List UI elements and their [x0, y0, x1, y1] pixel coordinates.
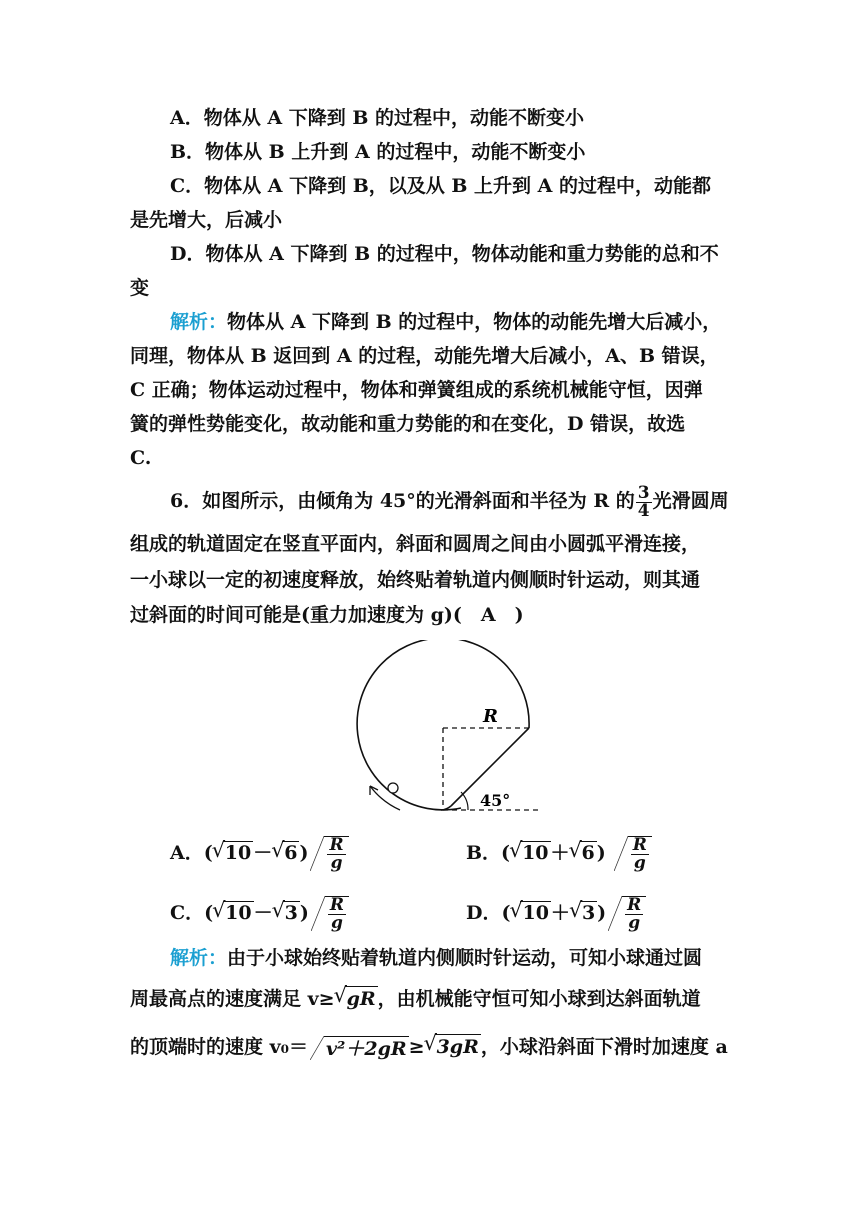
- sqrt-3: √ 3: [580, 901, 597, 924]
- frac-g: g: [628, 913, 641, 933]
- sqrt-10: √ 10: [223, 841, 253, 864]
- close-paren: ): [299, 902, 309, 924]
- frac-g: g: [330, 853, 343, 873]
- option-b: B．物体从 B 上升到 A 的过程中，动能不断变小: [170, 141, 586, 163]
- analysis6-text-a: 周最高点的速度满足 v≥: [130, 988, 335, 1010]
- q6-option-c: [170, 896, 349, 932]
- analysis-line5: C.: [130, 447, 152, 469]
- analysis-line4: 簧的弹性势能变化，故动能和重力势能的和在变化，D 错误，故选: [130, 413, 686, 435]
- sqrt-r-over-g: [324, 836, 348, 872]
- sqrt-10: √ 10: [520, 901, 550, 924]
- analysis-line1: [170, 310, 721, 334]
- sqrt-gr: √ gR: [345, 986, 378, 1011]
- opt-prefix: D．(: [466, 902, 511, 924]
- question6-line2: 组成的轨道固定在竖直平面内，斜面和圆周之间由小圆弧平滑连接，: [130, 533, 701, 555]
- fraction-three-quarters: [636, 482, 652, 521]
- frac-r: R: [329, 835, 344, 855]
- analysis6-line2: [130, 986, 701, 1011]
- question6-line3: 一小球以一定的初速度释放，始终贴着轨道内侧顺时针运动，则其通: [130, 569, 701, 591]
- analysis6-line1: [170, 946, 702, 970]
- question6-text-b: 光滑圆周: [652, 490, 729, 512]
- analysis6-text-a: 的顶端时的速度 v₀＝: [130, 1036, 308, 1058]
- frac-g: g: [330, 913, 343, 933]
- frac-r: R: [627, 895, 642, 915]
- analysis6-text: 由于小球始终贴着轨道内侧顺时针运动，可知小球通过圆: [227, 947, 703, 969]
- close-paren: ): [597, 902, 607, 924]
- geq-sign: ≥: [408, 1036, 425, 1058]
- operator: －: [253, 902, 273, 924]
- sqrt-r-over-g: [628, 836, 652, 872]
- q6-option-d: [466, 896, 646, 932]
- sqrt-v2-2gr: v²＋2gR: [325, 1037, 407, 1060]
- radius-label: R: [483, 706, 498, 727]
- opt-prefix: C．(: [170, 902, 214, 924]
- analysis-line3: C 正确；物体运动过程中，物体和弹簧组成的系统机械能守恒，因弹: [130, 379, 703, 401]
- sqrt-r-over-g: [622, 896, 646, 932]
- operator: －: [253, 842, 273, 864]
- option-d-line1: D．物体从 A 下降到 B 的过程中，物体动能和重力势能的总和不: [170, 243, 719, 265]
- operator: ＋: [550, 842, 570, 864]
- analysis6-text-b: ，小球沿斜面下滑时加速度 a: [480, 1036, 728, 1058]
- analysis-line2: 同理，物体从 B 返回到 A 的过程，动能先增大后减小，A、B 错误，: [130, 345, 719, 367]
- frac-g: g: [633, 853, 646, 873]
- angle-label: 45°: [480, 791, 511, 810]
- ball: [388, 783, 398, 793]
- track-diagram: [340, 640, 560, 820]
- question6-line1: [170, 484, 729, 520]
- analysis-text: 物体从 A 下降到 B 的过程中，物体的动能先增大后减小，: [227, 311, 722, 333]
- option-c-line1: C．物体从 A 下降到 B，以及从 B 上升到 A 的过程中，动能都: [170, 175, 712, 197]
- opt-prefix: B．(: [466, 842, 511, 864]
- analysis6-label: 解析：: [170, 947, 228, 969]
- question6-text-a: 6．如图所示，由倾角为 45°的光滑斜面和半径为 R 的: [170, 490, 635, 512]
- sqrt-10: √ 10: [520, 841, 550, 864]
- option-a: A．物体从 A 下降到 B 的过程中，动能不断变小: [170, 107, 585, 129]
- close-paren: ): [299, 842, 309, 864]
- sqrt-3: √ 3: [283, 901, 300, 924]
- fraction-num: 3: [637, 482, 650, 503]
- question6-line4: 过斜面的时间可能是(重力加速度为 g)( A ): [130, 604, 524, 626]
- close-paren: ): [596, 842, 606, 864]
- analysis6-line3: [130, 1034, 728, 1061]
- frac-r: R: [632, 835, 647, 855]
- analysis6-text-b: ，由机械能守恒可知小球到达斜面轨道: [377, 988, 701, 1010]
- option-d-line2: 变: [130, 277, 150, 299]
- operator: ＋: [550, 902, 570, 924]
- sqrt-3gr: √ 3gR: [435, 1034, 481, 1059]
- q6-option-a: [170, 836, 349, 872]
- sqrt-r-over-g: [325, 896, 349, 932]
- sqrt-6: √ 6: [282, 841, 299, 864]
- sqrt-10: √ 10: [223, 901, 253, 924]
- frac-r: R: [329, 895, 344, 915]
- sqrt-6: √ 6: [580, 841, 597, 864]
- option-c-line2: 是先增大，后减小: [130, 209, 283, 231]
- opt-prefix: A．(: [170, 842, 213, 864]
- q6-option-b: [466, 836, 652, 872]
- fraction-den: 4: [637, 500, 650, 521]
- analysis-label: 解析：: [170, 311, 228, 333]
